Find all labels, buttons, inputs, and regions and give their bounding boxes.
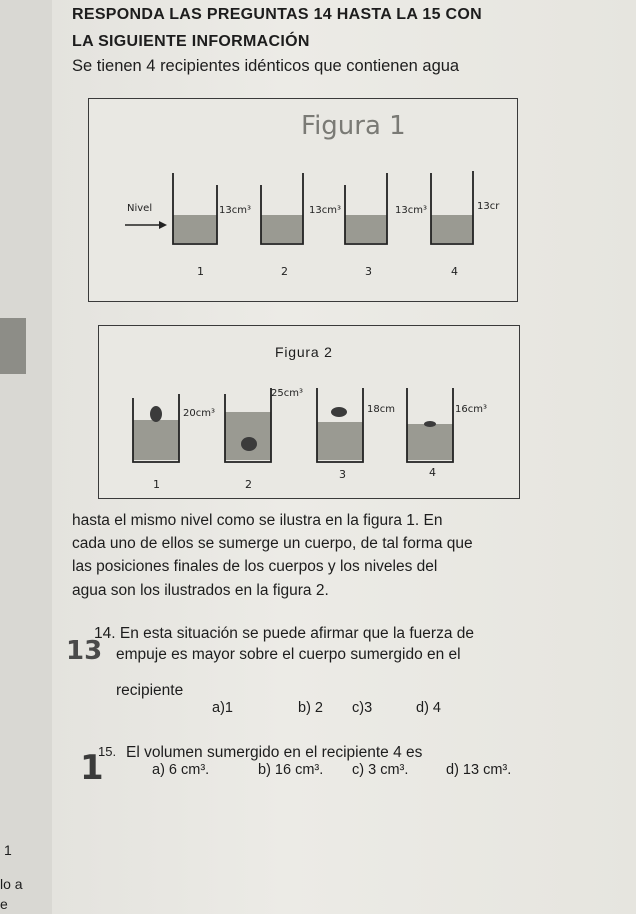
q14-line-3: recipiente <box>116 682 184 699</box>
header-line-2: LA SIGUIENTE INFORMACIÓN <box>72 33 310 50</box>
fig2-container-2-volume: 25cm³ <box>271 388 303 399</box>
q14-handwritten-number: 13 <box>66 636 103 666</box>
container-4-number: 4 <box>451 265 458 278</box>
fig2-body-2 <box>241 437 257 451</box>
q15-option-a: a) 6 cm³. <box>152 762 210 778</box>
margin-fragment-3: e <box>0 896 8 912</box>
container-1-volume: 13cm³ <box>219 205 251 216</box>
paragraph-line-2: cada uno de ellos se sumerge un cuerpo, de tal forma que <box>72 535 473 552</box>
q14-option-d: d) 4 <box>416 700 441 716</box>
fig2-container-3-number: 3 <box>339 468 346 481</box>
fig2-container-1-water <box>133 420 179 460</box>
q14-line-1: 14. En esta situación se puede afirmar que la fuerza de <box>94 625 474 642</box>
margin-fragment-2: lo a <box>0 876 23 892</box>
container-2-volume: 13cm³ <box>309 205 341 216</box>
figure-2-diagram <box>99 326 519 498</box>
fig2-container-4-water <box>407 424 453 460</box>
margin-fragment-1: 1 <box>4 842 12 858</box>
paragraph-line-4: agua son los ilustrados en la figura 2. <box>72 582 329 599</box>
fig2-container-1-volume: 20cm³ <box>183 408 215 419</box>
container-2-water <box>261 215 303 243</box>
fig2-container-3-water <box>317 422 363 460</box>
figure-1-title: Figura 1 <box>301 111 406 141</box>
figure-1-box <box>88 98 518 302</box>
container-3-water <box>345 215 387 243</box>
level-label: Nivel <box>127 203 153 214</box>
fig2-container-4-number: 4 <box>429 466 436 479</box>
fig2-container-2-number: 2 <box>245 478 252 491</box>
figure-2-title: Figura 2 <box>275 344 333 360</box>
fig2-container-2-water <box>225 412 271 460</box>
container-4-water <box>431 215 473 243</box>
fig2-container-3-volume: 18cm <box>367 404 395 415</box>
container-3-volume: 13cm³ <box>395 205 427 216</box>
q15-text: El volumen sumergido en el recipiente 4 es <box>126 744 423 761</box>
fig2-container-4-volume: 16cm³ <box>455 404 487 415</box>
q15-option-b: b) 16 cm³. <box>258 762 324 778</box>
paragraph-line-1: hasta el mismo nivel como se ilustra en la figura 1. En <box>72 512 443 529</box>
paragraph-line-3: las posiciones finales de los cuerpos y los niveles del <box>72 558 438 575</box>
container-1-number: 1 <box>197 265 204 278</box>
figure-1-diagram <box>89 99 517 301</box>
background-object <box>0 318 26 374</box>
header-line-1: RESPONDA LAS PREGUNTAS 14 HASTA LA 15 CON <box>72 6 482 23</box>
container-2-number: 2 <box>281 265 288 278</box>
q14-option-c: c)3 <box>352 700 373 716</box>
fig2-body-3 <box>331 407 347 417</box>
q15-prefix: 15. <box>98 744 117 759</box>
q14-line-2: empuje es mayor sobre el cuerpo sumergido en el <box>116 646 461 663</box>
container-4-volume: 13cr <box>477 201 500 212</box>
intro-line: Se tienen 4 recipientes idénticos que contienen agua <box>72 57 460 75</box>
q15-handwritten-number: 1 <box>80 748 104 788</box>
q14-option-b: b) 2 <box>298 700 323 716</box>
container-3-number: 3 <box>365 265 372 278</box>
container-1-water <box>173 215 217 243</box>
level-arrowhead <box>159 221 167 229</box>
fig2-body-1 <box>150 406 162 422</box>
q15-option-d: d) 13 cm³. <box>446 762 512 778</box>
q14-option-a: a)1 <box>212 700 233 716</box>
fig2-body-4 <box>424 421 436 427</box>
q15-option-c: c) 3 cm³. <box>352 762 409 778</box>
figure-2-box <box>98 325 520 499</box>
fig2-container-1-number: 1 <box>153 478 160 491</box>
